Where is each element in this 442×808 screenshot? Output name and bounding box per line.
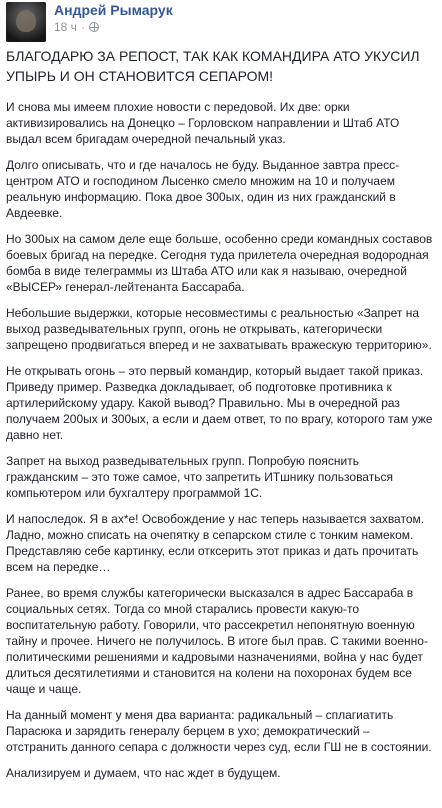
post-header — [6, 0, 436, 46]
post-paragraph-7: И напоследок. Я в ах*е! Освобождение у нас теперь называется захватом. Ладно, можно списать на очепятку в сепарском стиле с тонким намеком. Представляю себе картинку, если отксерить этот приказ и дать прочитать всем на передке… — [6, 512, 425, 574]
post-meta — [54, 2, 173, 33]
post-paragraph-2: Долго описывать, что и где началось не буду. Выданное завтра пресс-центром АТО и господином Лысенко смело множим на 10 и получаем реальную информацию. Пока двое 300ых, один из них гражданский в Авдеевке. — [6, 158, 400, 220]
post-content — [6, 46, 436, 781]
separator-dot: · — [80, 20, 85, 34]
post-paragraph-8: Ранее, во время службы категорически высказался в адрес Бассараба в социальных сетях. Тогда со мной старались провести какую-то воспитательную работу. Говорили, что рассекретил непонятную военную тайну и прочее. Ничего не получилось. В итоге был прав. С такими военно-политическими решениями и кадровыми назначениями, война у нас будет длиться десятилетиями и становится на колени на похоронах будем все чаще и чаще. — [6, 586, 428, 696]
post-headline: БЛАГОДАРЮ ЗА РЕПОСТ, ТАК КАК КОМАНДИРА АТО УКУСИЛ УПЫРЬ И ОН СТАНОВИТСЯ СЕПАРОМ! — [6, 48, 420, 84]
post-paragraph-6: Запрет на выход разведывательных групп. Попробую пояснить гражданским – это тоже самое, что запретить ИТшнику пользоваться компьютером или бухгалтеру программой 1С. — [6, 454, 393, 500]
post-paragraph-5: Не открывать огонь – это первый командир, который выдает такой приказ. Приведу пример. Разведка докладывает, об подготовке противника к артилерийскому удару. Какой вывод? Правильно. Мы в очередной раз получаем 200ых и 300ых, а если и даем ответ, то по врагу, которого там уже давно нет. — [6, 364, 433, 442]
post-paragraph-4: Небольшие выдержки, которые несовместимы с реальностью «Запрет на выход разведывательных групп, огонь не открывать, категорически запрещено продвигаться вперед и не захватывать вражескую территорию». — [6, 306, 432, 352]
globe-icon — [89, 22, 99, 32]
author-name-link[interactable]: Андрей Рымарук — [54, 2, 173, 18]
post-paragraph-3: Но 300ых на самом деле еще больше, особенно среди командных составов боевых бригад на передке. Сегодня туда прилетела очередная водородная бомба в виде телеграммы из Штаба АТО или как я называю, очередной «ВЫСЕР» генерал-лейтенанта Бассараба. — [6, 232, 433, 294]
post-paragraph-1: И снова мы имеем плохие новости с передовой. Их две: орки активизировались на Донецко – Горловском направлении и Штаб АТО выдал всем бригадам очередной печальный указ. — [6, 100, 400, 146]
author-avatar[interactable] — [6, 2, 46, 42]
post-subline — [54, 21, 173, 33]
post-paragraph-9: На данный момент у меня два варианта: радикальный – сплагиатить Парасюка и зарядить генералу берцем в ухо; демократический – отстранить данного сепара с должности через суд, если ГШ не в состоянии. — [6, 708, 432, 754]
post-paragraph-10: Анализируем и думаем, что нас ждет в будущем. — [6, 766, 281, 780]
post-time[interactable]: 18 ч — [54, 20, 77, 34]
